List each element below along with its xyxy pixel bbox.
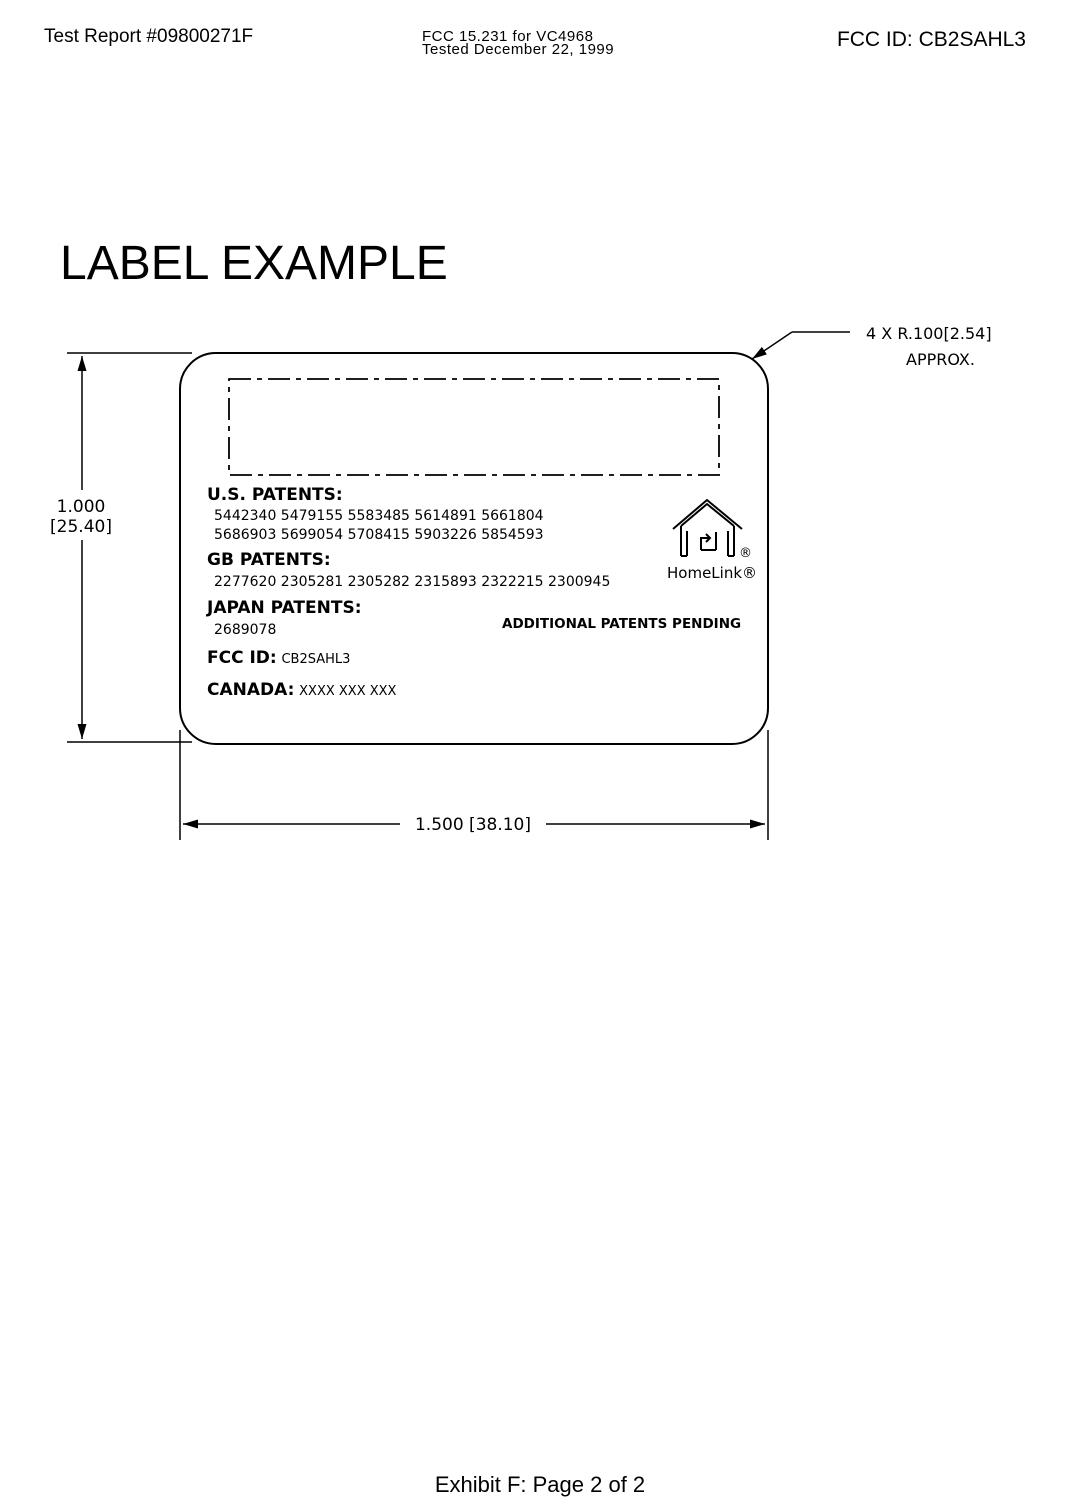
- fcc-id-value: CB2SAHL3: [281, 652, 351, 667]
- gb-patents-heading: GB PATENTS:: [207, 550, 331, 570]
- fcc-id-prefix: FCC ID:: [207, 648, 277, 668]
- canada-prefix: CANADA:: [207, 680, 295, 700]
- japan-patents-line: 2689078: [214, 622, 277, 638]
- radius-leader: [752, 332, 850, 359]
- radius-note: 4 X R.100[2.54]: [866, 324, 992, 343]
- homelink-house-logo-icon: [673, 500, 742, 556]
- canada-label: [207, 680, 397, 700]
- page-title: LABEL EXAMPLE: [60, 237, 448, 290]
- fcc-id-label: [207, 648, 350, 668]
- us-patents-heading: U.S. PATENTS:: [207, 485, 343, 505]
- header-fcc-id: FCC ID: CB2SAHL3: [836, 28, 1026, 51]
- canada-value: XXXX XXX XXX: [299, 684, 397, 699]
- us-patents-line-2: 5686903 5699054 5708415 5903226 5854593: [214, 527, 544, 543]
- tested-date: Tested December 22, 1999: [422, 41, 615, 58]
- height-dimension: [67, 353, 192, 742]
- fcc-standard: FCC 15.231 for VC4968: [422, 28, 594, 45]
- height-dim-mm: [25.40]: [50, 517, 112, 537]
- radius-note-approx: APPROX.: [906, 350, 975, 369]
- us-patents-line-1: 5442340 5479155 5583485 5614891 5661804: [214, 508, 544, 524]
- additional-patents-pending: ADDITIONAL PATENTS PENDING: [502, 616, 742, 632]
- width-dim: 1.500 [38.10]: [414, 815, 532, 835]
- homelink-brand: HomeLink®: [667, 564, 758, 582]
- page-footer: Exhibit F: Page 2 of 2: [434, 1472, 646, 1497]
- blank-field-box: [229, 379, 719, 475]
- height-dim-inches: 1.000: [56, 497, 106, 517]
- report-number: Test Report #09800271F: [44, 26, 254, 47]
- japan-patents-heading: JAPAN PATENTS:: [207, 598, 362, 618]
- gb-patents-line: 2277620 2305281 2305282 2315893 2322215 2300945: [214, 574, 611, 590]
- registered-mark-small: ®: [739, 546, 752, 561]
